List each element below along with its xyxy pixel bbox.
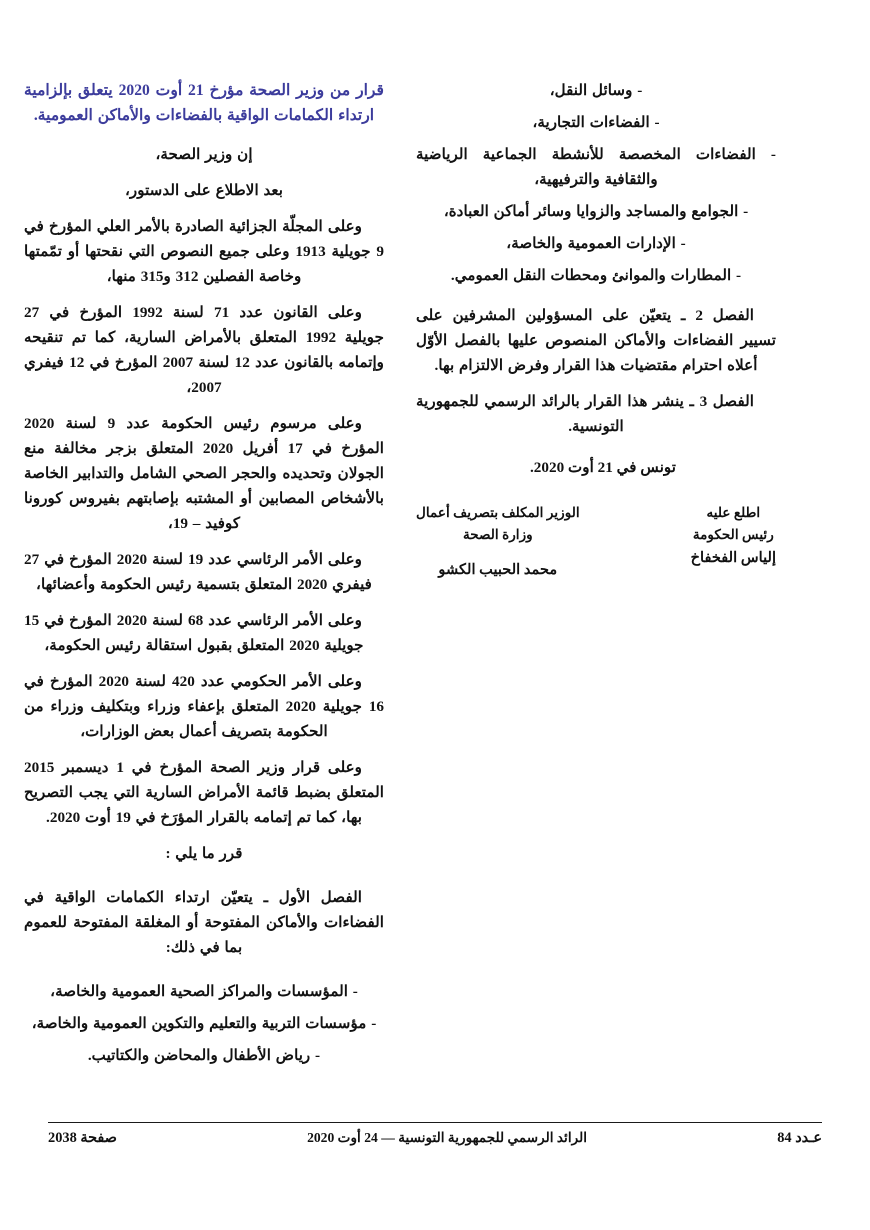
whereas-clause-3: وعلى مرسوم رئيس الحكومة عدد 9 لسنة 2020 المؤرخ في 17 أفريل 2020 المتعلق بزجر مخالفة منع الجولان وتحديده والحجر الصحي الشامل والتدابير الخاصة بالأشخاص المصابين أو المشتبه بإصابتهم بفيروس كورونا كوفيد – 19، xyxy=(24,415,384,532)
head-of-government-title: رئيس الحكومة xyxy=(692,527,774,542)
footer-page-number: صفحة 2038 xyxy=(48,1130,117,1146)
whereas-clause-1: وعلى المجلّة الجزائية الصادرة بالأمر العلي المؤرخ في 9 جويلية 1913 وعلى جميع النصوص التي نقحتها أو تمّمتها وخاصة الفصلين 312 و315 منها، xyxy=(24,218,384,285)
footer-publication-title: الرائد الرسمي للجمهورية التونسية — 24 أوت 2020 xyxy=(307,1130,588,1145)
whereas-clause-2: وعلى القانون عدد 71 لسنة 1992 المؤرخ في 27 جويلية 1992 المتعلق بالأمراض السارية، كما تم تنقيحه وإتمامه بالقانون عدد 12 لسنة 2007 المؤرخ في 12 فيفري 2007، xyxy=(24,304,385,396)
spacer xyxy=(24,877,384,885)
footer-issue-number: عـدد 84 xyxy=(777,1130,822,1146)
continued-list-item: - وسائل النقل، xyxy=(549,82,643,99)
head-of-government-name: إلياس الفخفاخ xyxy=(690,550,776,566)
continued-list-item: - الجوامع والمساجد والزوايا وسائر أماكن العبادة، xyxy=(443,203,749,220)
after-review-line: بعد الاطلاع على الدستور، xyxy=(125,182,283,199)
page-footer xyxy=(48,1130,822,1147)
minister-title-line-1: الوزير المكلف بتصريف أعمال xyxy=(416,505,580,520)
whereas-clause-4: وعلى الأمر الرئاسي عدد 19 لسنة 2020 المؤرخ في 27 فيفري 2020 المتعلق بتسمية رئيس الحكومة وأعضائها، xyxy=(24,551,372,593)
continued-list-item: - المطارات والموانئ ومحطات النقل العمومي. xyxy=(450,267,742,284)
left-column xyxy=(400,78,800,1098)
article-3: الفصل 3 ـ ينشر هذا القرار بالرائد الرسمي للجمهورية التونسية. xyxy=(416,393,754,435)
signature-minister xyxy=(416,502,582,581)
decree-heading: قرار من وزير الصحة مؤرخ 21 أوت 2020 يتعلق بإلزامية ارتداء الكمامات الواقية بالفضاءات والأماكن العمومية. xyxy=(24,82,384,124)
whereas-clause-7: وعلى قرار وزير الصحة المؤرخ في 1 ديسمبر 2015 المتعلق بضبط قائمة الأمراض السارية التي يجب التصريح بها، كما تم إتمامه بالقرار المؤرَخ في 19 أوت 2020. xyxy=(24,759,384,826)
footer-divider xyxy=(48,1122,822,1123)
minister-line: إن وزير الصحة، xyxy=(155,146,253,163)
whereas-clause-5: وعلى الأمر الرئاسي عدد 68 لسنة 2020 المؤرخ في 15 جويلية 2020 المتعلق بقبول استقالة رئيس الحكومة، xyxy=(24,612,364,654)
article-1-list-item: - المؤسسات والمراكز الصحية العمومية والخاصة، xyxy=(50,983,358,1000)
whereas-clause-6: وعلى الأمر الحكومي عدد 420 لسنة 2020 المؤرخ في 16 جويلية 2020 المتعلق بإعفاء وزراء وبتكليف وزراء من الحكومة بتصريف أعمال بعض الوزارات، xyxy=(24,673,384,740)
continued-list-item: - الفضاءات المخصصة للأنشطة الجماعية الرياضية والثقافية والترفيهية، xyxy=(416,146,776,188)
signature-head-of-government xyxy=(691,502,776,581)
article-1-list-item: - مؤسسات التربية والتعليم والتكوين العمومية والخاصة، xyxy=(31,1015,377,1032)
two-column-body xyxy=(0,78,870,1098)
continued-list-item: - الفضاءات التجارية، xyxy=(532,114,660,131)
minister-name: محمد الحبيب الكشو xyxy=(438,562,558,578)
spacer xyxy=(416,295,776,303)
signature-row xyxy=(416,502,776,581)
spacer xyxy=(416,546,580,558)
place-date-line: تونس في 21 أوت 2020. xyxy=(530,459,676,476)
seen-by-label: اطلع عليه xyxy=(706,505,761,520)
article-1: الفصل الأول ـ يتعيّن ارتداء الكمامات الواقية في الفضاءات والأماكن المفتوحة أو المغلقة المفتوحة للعموم بما في ذلك: xyxy=(24,889,384,956)
spacer xyxy=(24,971,384,979)
article-2: الفصل 2 ـ يتعيّن على المسؤولين المشرفين على تسيير الفضاءات والأماكن المنصوص عليها بالفصل الأوّل أعلاه احترام مقتضيات هذا القرار وفرض الالتزام بها. xyxy=(416,307,776,374)
right-column xyxy=(0,78,400,1098)
minister-title-line-2: وزارة الصحة xyxy=(462,527,533,542)
continued-list-item: - الإدارات العمومية والخاصة، xyxy=(506,235,686,252)
article-1-list-item: - رياض الأطفال والمحاضن والكتاتيب. xyxy=(87,1047,321,1064)
decided-line: قرر ما يلي : xyxy=(165,845,243,862)
